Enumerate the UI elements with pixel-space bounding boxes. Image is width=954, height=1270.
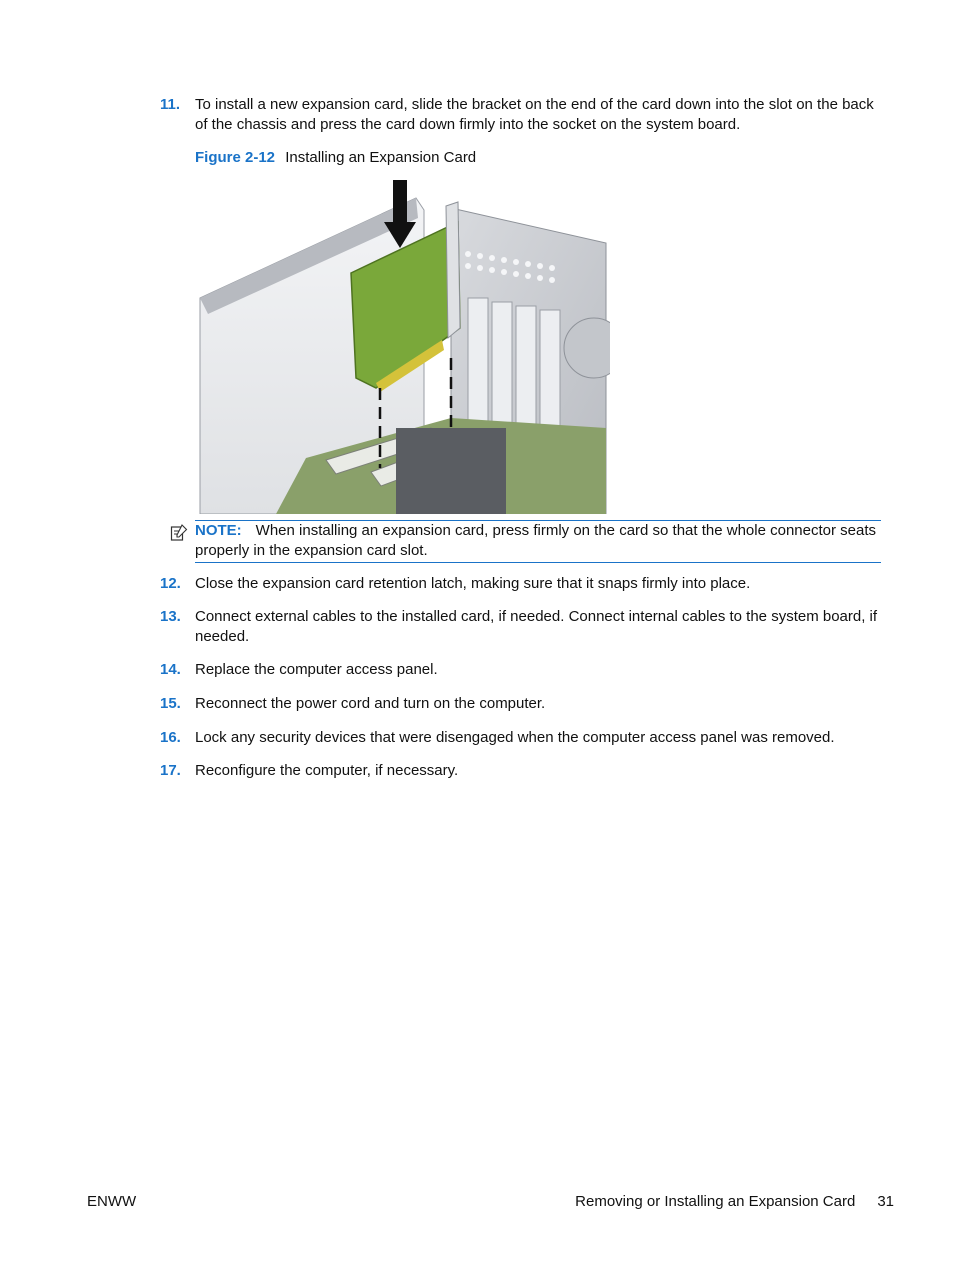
figure-title: Installing an Expansion Card: [285, 149, 477, 166]
step-number: 15.: [160, 695, 181, 712]
figure-number: Figure 2-12: [195, 149, 276, 166]
step-14: [160, 660, 885, 680]
step-number: 12.: [160, 575, 181, 592]
step-text: To install a new expansion card, slide the bracket on the end of the card down into the slot on the back of the chassis and press the card down firmly into the socket on the system board.: [195, 96, 874, 133]
step-text: Replace the computer access panel.: [195, 661, 438, 678]
step-number: 13.: [160, 608, 181, 625]
step-12: [160, 574, 885, 594]
step-text: Reconnect the power cord and turn on the computer.: [195, 695, 546, 712]
drive-bay: [396, 428, 506, 514]
step-number: 17.: [160, 762, 181, 779]
step-17: [160, 761, 885, 781]
step-16: [160, 728, 885, 748]
step-number: 14.: [160, 661, 181, 678]
page-number: 31: [877, 1193, 894, 1210]
step-13: [160, 607, 885, 647]
step-number: 11.: [160, 96, 181, 113]
note-label: NOTE:: [195, 522, 242, 539]
footer-section: Removing or Installing an Expansion Card: [575, 1193, 856, 1210]
step-number: 16.: [160, 729, 181, 746]
figure-caption: [195, 148, 476, 168]
step-text: Close the expansion card retention latch, making sure that it snaps firmly into place.: [195, 575, 751, 592]
note-box: [195, 520, 881, 563]
step-text: Lock any security devices that were disengaged when the computer access panel was removed.: [195, 729, 835, 746]
note-text: When installing an expansion card, press firmly on the card so that the whole connector seats properly in the expansion card slot.: [195, 522, 877, 559]
footer-left: ENWW: [87, 1193, 137, 1210]
step-text: Connect external cables to the installed card, if needed. Connect internal cables to the system board, if needed.: [195, 608, 878, 645]
footer-right: [575, 1192, 894, 1212]
step-15: [160, 694, 885, 714]
expansion-card-illustration: [196, 178, 610, 514]
note-pencil-icon: [170, 524, 188, 542]
step-11: [160, 95, 885, 135]
card-bracket: [446, 202, 460, 338]
step-text: Reconfigure the computer, if necessary.: [195, 762, 459, 779]
